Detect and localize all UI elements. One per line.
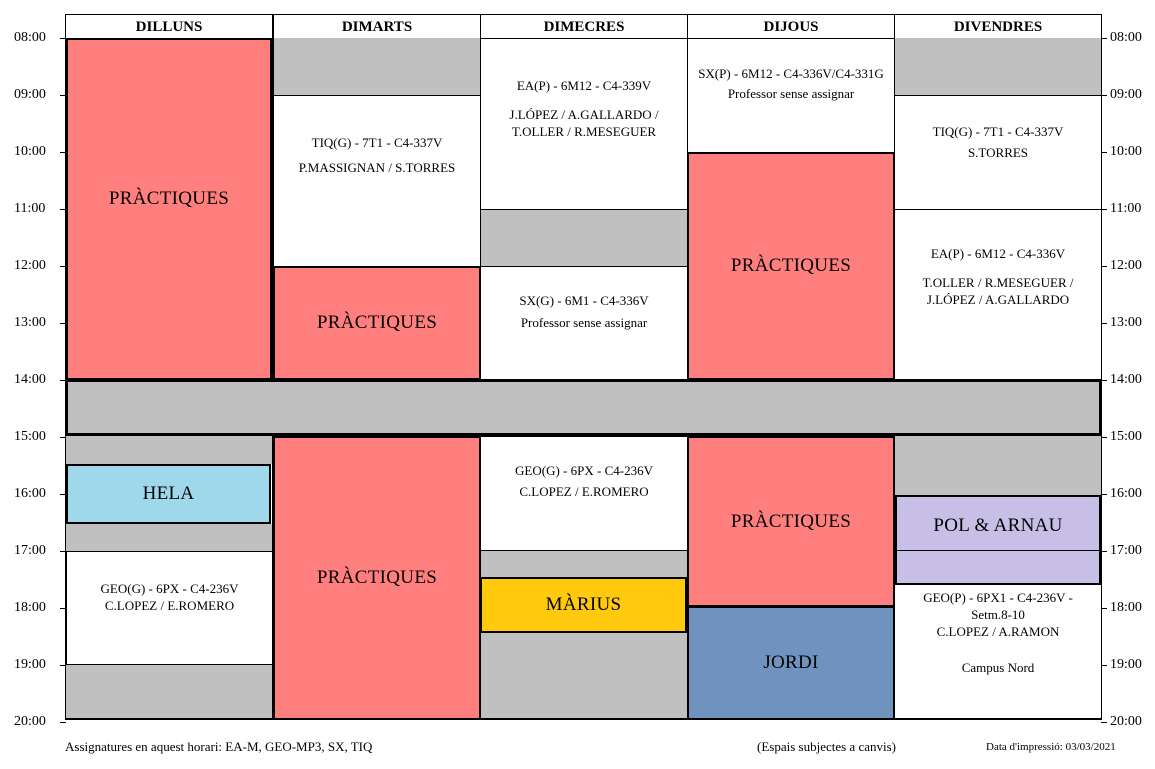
dimarts-practiques-label-2: PRÀCTIQUES [316, 567, 438, 588]
dimecres-free-slot [481, 633, 687, 719]
dilluns-geo-line1: GEO(G) - 6PX - C4-236V [100, 581, 239, 596]
dijous-sx-line2: Professor sense assignar [727, 86, 855, 101]
divendres-geo-line1: GEO(P) - 6PX1 - C4-236V - [923, 590, 1073, 605]
dimecres-ea-line2: J.LÓPEZ / A.GALLARDO / [509, 107, 659, 122]
dimecres-sx-line2: Professor sense assignar [520, 315, 648, 330]
time-label-right: 13:00 [1110, 315, 1142, 330]
dimecres-marius-label: MÀRIUS [545, 594, 622, 615]
dijous-jordi-label: JORDI [763, 652, 819, 673]
dimecres-sx-block[interactable] [480, 266, 688, 380]
footer-note: (Espais subjectes a canvis) [757, 739, 896, 754]
time-tick-right [1101, 722, 1107, 723]
dijous-practiques-label-1: PRÀCTIQUES [730, 255, 852, 276]
time-label-left: 10:00 [14, 144, 46, 159]
dijous-practiques-block-2[interactable] [687, 436, 895, 607]
time-label-right: 18:00 [1110, 600, 1142, 615]
time-label-left: 11:00 [14, 201, 46, 216]
day-header-dijous: DIJOUS [687, 14, 895, 38]
divendres-tiq-block[interactable] [894, 95, 1102, 210]
day-header-dimecres: DIMECRES [480, 14, 688, 38]
time-label-right: 19:00 [1110, 657, 1142, 672]
dilluns-free-slot [66, 665, 272, 719]
dijous-practiques-block-1[interactable] [687, 152, 895, 380]
time-label-right: 11:00 [1110, 201, 1142, 216]
grid-bottom-border [65, 718, 1102, 720]
day-header-dimarts: DIMARTS [273, 14, 481, 38]
dimarts-free-slot [274, 38, 480, 95]
dimecres-ea-block[interactable] [480, 38, 688, 210]
dilluns-hela-label: HELA [142, 483, 195, 504]
divendres-geo-block[interactable] [894, 584, 1102, 720]
dimecres-marius-block[interactable] [480, 577, 687, 633]
day-header-dilluns: DILLUNS [65, 14, 273, 38]
dimarts-practiques-block-2[interactable] [273, 436, 481, 720]
divendres-geo-line2: Setm.8-10 [971, 607, 1025, 622]
time-label-left: 08:00 [14, 30, 46, 45]
time-label-left: 20:00 [14, 714, 46, 729]
dilluns-geo-line2: C.LOPEZ / E.ROMERO [104, 598, 235, 613]
dijous-sx-line1: SX(P) - 6M12 - C4-336V/C4-331G [698, 66, 884, 81]
dimecres-ea-line1: EA(P) - 6M12 - C4-339V [516, 78, 652, 93]
time-label-right: 14:00 [1110, 372, 1142, 387]
dilluns-practiques-block[interactable] [66, 38, 272, 380]
dimecres-sx-line1: SX(G) - 6M1 - C4-336V [519, 293, 649, 308]
time-label-right: 17:00 [1110, 543, 1142, 558]
time-label-right: 16:00 [1110, 486, 1142, 501]
divendres-free-slot [895, 38, 1101, 95]
footer-print-date: Data d'impressió: 03/03/2021 [986, 741, 1116, 753]
dimarts-tiq-line1: TIQ(G) - 7T1 - C4-337V [311, 135, 443, 150]
dilluns-hela-block[interactable] [66, 464, 271, 524]
divendres-pol-arnau-label: POL & ARNAU [933, 515, 1063, 536]
dilluns-free-slot [66, 524, 272, 551]
footer-subjects: Assignatures en aquest horari: EA-M, GEO-MP3, SX, TIQ [65, 739, 373, 754]
dimecres-geo-block[interactable] [480, 436, 688, 551]
dijous-jordi-block[interactable] [687, 606, 895, 720]
dimecres-geo-line1: GEO(G) - 6PX - C4-236V [515, 463, 653, 478]
divendres-geo-line3: C.LOPEZ / A.RAMON [936, 624, 1060, 639]
time-label-right: 10:00 [1110, 144, 1142, 159]
time-label-left: 19:00 [14, 657, 46, 672]
divendres-tiq-line1: TIQ(G) - 7T1 - C4-337V [932, 124, 1064, 139]
divendres-ea-line2: T.OLLER / R.MESEGUER / [922, 275, 1074, 290]
time-label-right: 12:00 [1110, 258, 1142, 273]
lunch-break-band [65, 379, 1102, 436]
dilluns-free-slot [66, 436, 272, 464]
dimecres-free-slot [481, 210, 687, 266]
dilluns-geo-block[interactable] [66, 551, 273, 665]
divendres-geo-line4: Campus Nord [961, 660, 1035, 675]
divendres-free-slot [895, 436, 1101, 495]
time-label-left: 14:00 [14, 372, 46, 387]
dimecres-ea-line3: T.OLLER / R.MESEGUER [511, 124, 657, 139]
divendres-tiq-line2: S.TORRES [967, 145, 1029, 160]
divendres-pol-arnau-block[interactable] [895, 495, 1101, 585]
dimecres-geo-line2: C.LOPEZ / E.ROMERO [519, 484, 649, 499]
time-label-left: 09:00 [14, 87, 46, 102]
dimecres-free-slot [481, 551, 687, 577]
dilluns-practiques-label: PRÀCTIQUES [108, 188, 230, 209]
dimarts-practiques-block-1[interactable] [273, 266, 481, 380]
dijous-sx-block[interactable] [687, 38, 895, 153]
time-label-left: 16:00 [14, 486, 46, 501]
dimarts-tiq-line2: P.MASSIGNAN / S.TORRES [298, 160, 456, 175]
time-label-left: 12:00 [14, 258, 46, 273]
time-label-left: 18:00 [14, 600, 46, 615]
time-label-right: 09:00 [1110, 87, 1142, 102]
divendres-pol-arnau-divider [897, 550, 1099, 551]
divendres-ea-block[interactable] [894, 209, 1102, 380]
dijous-practiques-label-2: PRÀCTIQUES [730, 510, 852, 532]
dimarts-tiq-block[interactable] [273, 95, 481, 267]
time-label-left: 15:00 [14, 429, 46, 444]
day-header-divendres: DIVENDRES [894, 14, 1102, 38]
time-label-left: 17:00 [14, 543, 46, 558]
time-label-left: 13:00 [14, 315, 46, 330]
time-label-right: 20:00 [1110, 714, 1142, 729]
time-label-right: 08:00 [1110, 30, 1142, 45]
time-tick-left [60, 722, 66, 723]
divendres-ea-line1: EA(P) - 6M12 - C4-336V [930, 246, 1066, 261]
divendres-ea-line3: J.LÓPEZ / A.GALLARDO [926, 292, 1070, 307]
dimarts-practiques-label-1: PRÀCTIQUES [316, 312, 438, 333]
time-label-right: 15:00 [1110, 429, 1142, 444]
